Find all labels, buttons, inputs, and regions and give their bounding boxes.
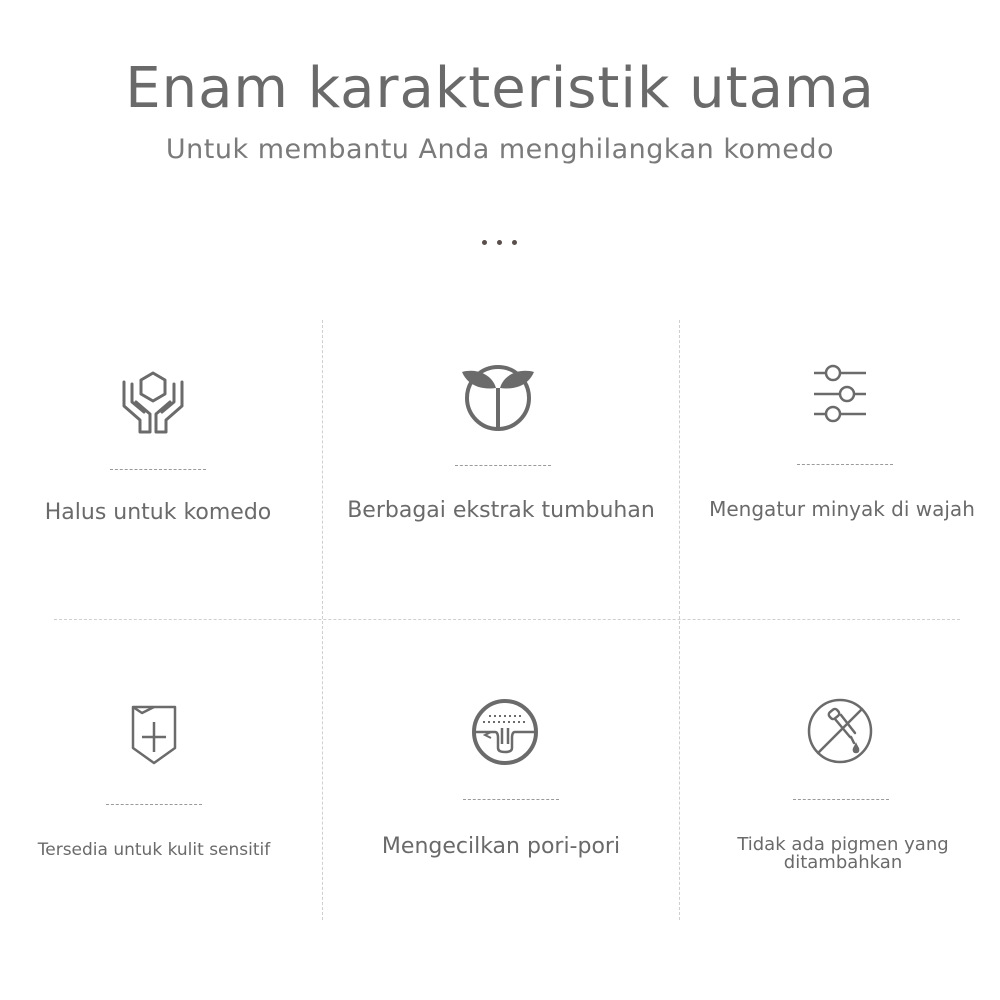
grid-divider-vertical-1 (322, 320, 323, 920)
feature-separator (455, 465, 551, 466)
feature-separator (106, 804, 202, 805)
feature-label: Berbagai ekstrak tumbuhan (347, 498, 655, 523)
feature-separator (463, 799, 559, 800)
feature-separator (110, 469, 206, 470)
page-subtitle: Untuk membantu Anda menghilangkan komedo (165, 134, 835, 165)
grid-divider-horizontal (54, 619, 960, 620)
feature-label: Mengecilkan pori-pori (381, 834, 621, 859)
feature-separator (797, 464, 893, 465)
no-dropper-icon (806, 697, 874, 765)
feature-label: Mengatur minyak di wajah (709, 497, 975, 521)
feature-label: Halus untuk komedo (44, 500, 272, 525)
feature-separator (793, 799, 889, 800)
page-title: Enam karakteristik utama (125, 56, 875, 121)
feature-label: Tersedia untuk kulit sensitif (37, 840, 271, 860)
grid-divider-vertical-2 (679, 320, 680, 920)
feature-label-line2: ditambahkan (783, 852, 903, 873)
sliders-icon (812, 364, 868, 424)
ellipsis-divider (482, 240, 518, 246)
feature-label-line1: Tidak ada pigmen yang (737, 834, 949, 855)
pore-icon (471, 698, 539, 766)
sprout-icon (462, 364, 534, 432)
shield-plus-icon (130, 704, 178, 766)
hands-hexagon-icon (120, 370, 186, 434)
